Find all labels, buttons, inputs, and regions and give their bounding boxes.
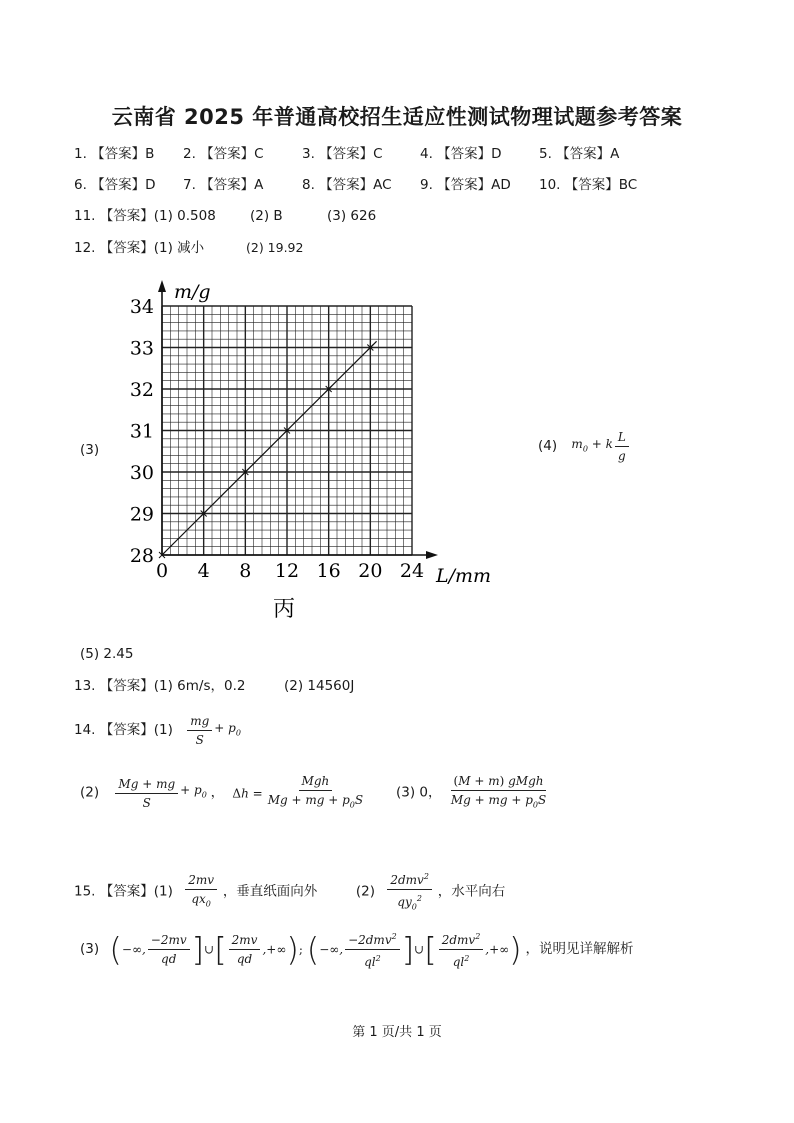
answer-15-part-3 <box>80 930 633 969</box>
answer-4: 4. 【答案】D <box>420 146 502 162</box>
y-tick-label: 30 <box>129 462 154 484</box>
fit-line <box>162 341 377 555</box>
answer-14-delta-h-formula: Δh = $\frac{\text{Mgh}}{Mg + mg + p_0S}$ <box>232 774 364 810</box>
x-tick-label: 24 <box>399 560 425 582</box>
answer-14-part-3 <box>396 774 551 812</box>
page-footer: 第 1 页/共 1 页 <box>352 1025 442 1040</box>
answer-11-part-2: (2) B <box>250 208 283 224</box>
x-tick-label: 4 <box>197 560 210 582</box>
answer-12-part-4-formula: $m_0 + k$ $\frac{L}{g}$ <box>571 439 630 453</box>
answer-15-part-2-formula: $\frac{2dmv^2}{qy_0^2}$ <box>385 885 437 899</box>
x-tick-label: 0 <box>155 560 169 582</box>
answer-14-part-2-formula: $\frac{Mg + mg}{S}$ + $p_0$ <box>113 786 210 800</box>
y-tick-label: 34 <box>129 296 154 318</box>
answer-14-part-2-label: (2) <box>80 784 100 801</box>
y-axis-arrow <box>158 280 166 292</box>
mass-length-graph <box>120 270 510 630</box>
answer-7: 7. 【答案】A <box>183 177 264 193</box>
x-axis-arrow <box>426 551 438 559</box>
x-tick-label: 16 <box>316 560 341 582</box>
answer-15-part-1-direction: ，垂直纸面向外 <box>222 883 318 900</box>
answer-15-part-3-formula: (−∞, $\frac{-2mv}{qd}$ ]∪[ $\frac{2mv}{qd}$ ,+∞); (−∞, $\frac{-2dmv^2}{ql^2}$ ]∪[ $\frac{2dmv^2}{ql^2}$ ,+∞) <box>109 930 522 969</box>
answer-5: 5. 【答案】A <box>539 146 620 162</box>
answer-15-part-1-formula: $\frac{2mv}{qx_0}$ <box>183 885 223 899</box>
answer-14-part-3-label: (3) 0， <box>396 784 442 801</box>
answer-8: 8. 【答案】AC <box>302 177 392 193</box>
answer-14-comma: ， <box>210 784 225 801</box>
answer-1: 1. 【答案】B <box>74 146 155 162</box>
answer-12-part-1: 12. 【答案】(1) 减小 <box>74 240 205 256</box>
answer-10: 10. 【答案】BC <box>539 177 638 193</box>
answer-9: 9. 【答案】AD <box>420 177 511 193</box>
y-tick-label: 29 <box>129 503 154 526</box>
answer-14-part-3-formula: $\frac{\text{(M + m) gMgh}}{Mg + mg + p_0S}$ <box>450 774 547 810</box>
answer-12-part-4-label: (4) <box>538 438 558 454</box>
y-tick-label: 28 <box>129 545 154 567</box>
y-tick-label: 33 <box>129 337 154 360</box>
answer-14 <box>74 714 241 747</box>
answer-15-part-2-label: (2) <box>355 883 376 900</box>
answer-12-part-5: (5) 2.45 <box>80 646 134 662</box>
y-tick-label: 31 <box>129 420 154 443</box>
answer-12-part-4 <box>538 430 631 463</box>
answer-13-part-2: (2) 14560J <box>284 678 355 694</box>
x-tick-label: 8 <box>239 560 252 582</box>
answer-3: 3. 【答案】C <box>302 146 383 162</box>
answer-15-part-3-label: (3) <box>80 941 100 957</box>
answer-2: 2. 【答案】C <box>183 146 264 162</box>
answer-11-part-1: 11. 【答案】(1) 0.508 <box>74 208 216 224</box>
answer-13-part-1: 13. 【答案】(1) 6m/s，0.2 <box>74 678 246 694</box>
answer-15 <box>74 870 505 914</box>
y-axis-label: m/g <box>174 281 211 303</box>
answer-15-part-1-label: 15. 【答案】(1) <box>74 883 173 900</box>
answer-12-part-3-label: (3) <box>80 442 100 458</box>
answer-12-part-2: (2) 19.92 <box>246 240 304 255</box>
answer-14-part-1-label: 14. 【答案】(1) <box>74 722 173 738</box>
answer-6: 6. 【答案】D <box>74 177 156 193</box>
x-tick-label: 20 <box>358 560 383 582</box>
answer-14-part-1-formula: $\frac{mg}{S}$ + $p_0$ <box>185 723 241 737</box>
answer-14-part-2 <box>80 774 368 812</box>
x-tick-label: 12 <box>274 560 300 582</box>
answer-15-part-3-note: ，说明见详解解析 <box>525 941 634 957</box>
page-title: 云南省 2025 年普通高校招生适应性测试物理试题参考答案 <box>111 105 683 129</box>
graph-caption: 丙 <box>272 597 296 622</box>
y-tick-label: 32 <box>129 379 154 401</box>
graph-data-marks <box>159 341 377 558</box>
x-axis-label: L/mm <box>436 565 492 587</box>
answer-11-part-3: (3) 626 <box>327 208 377 224</box>
answer-15-part-2-direction: ，水平向右 <box>437 883 506 900</box>
